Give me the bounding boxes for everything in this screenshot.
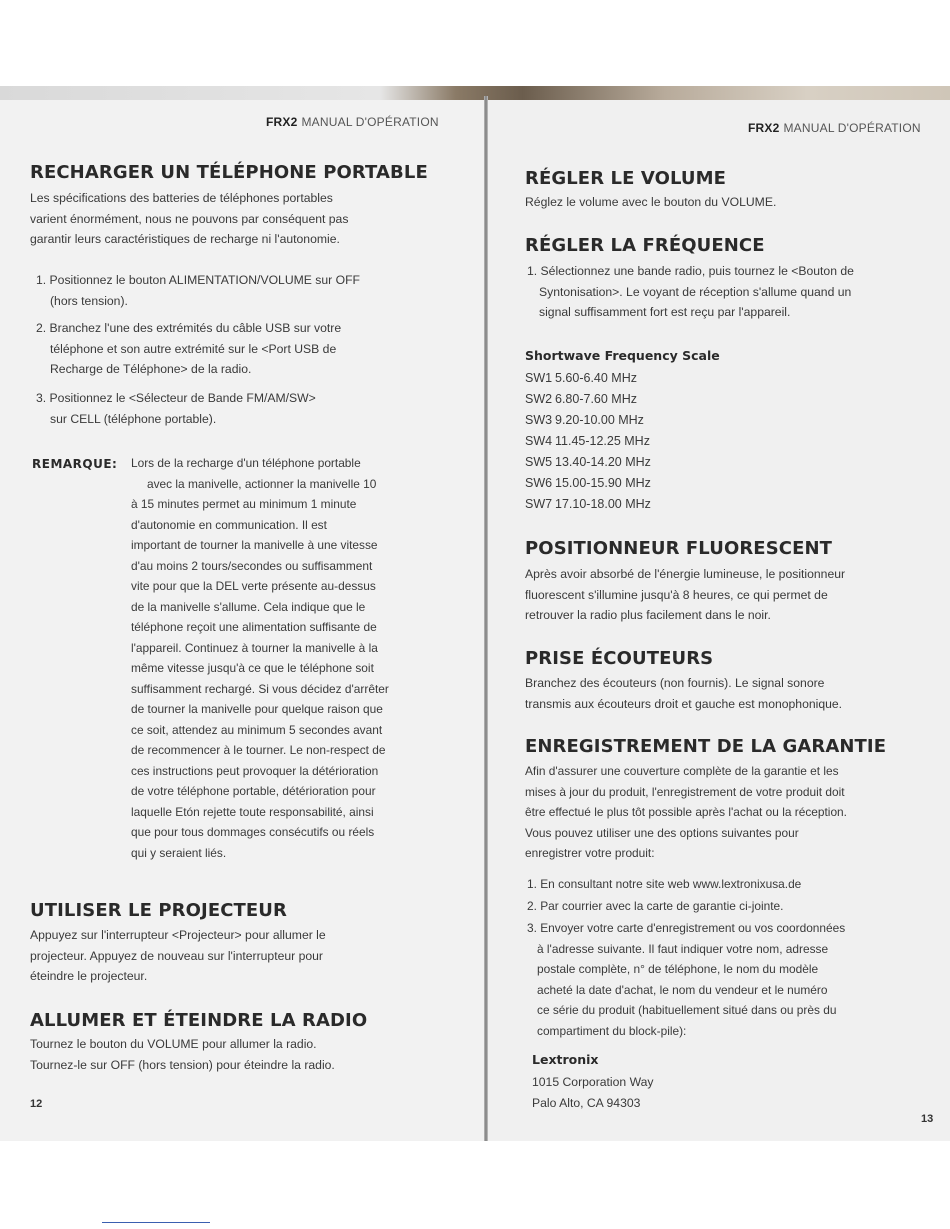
text-line: 1. Positionnez le bouton ALIMENTATION/VOLUME sur OFF [36,273,360,287]
text-line: compartiment du block-pile): [537,1023,687,1038]
text-line: 1. En consultant notre site web www.lextronixusa.de [527,877,802,891]
underline-mark [102,1222,210,1223]
text-line: éteindre le projecteur. [30,969,148,983]
manual-label: MANUAL D'OPÉRATION [301,115,439,129]
text-line: à l'adresse suivante. Il faut indiquer votre nom, adresse [537,941,829,956]
brand-name: FRX2 [748,121,780,135]
text-line: Recharge de Téléphone> de la radio. [50,362,252,376]
text-line: acheté la date d'achat, le nom du vendeur et le numéro [537,982,828,997]
text-line: important de tourner la manivelle à une vitesse [131,538,378,552]
binding-edge [0,86,950,100]
page-number-left: 12 [30,1098,43,1110]
text-line: l'appareil. Continuez à tourner la manivelle à la [131,640,378,655]
band-label: SW1 [525,371,553,385]
text-line: 2. Par courrier avec la carte de garantie ci-jointe. [527,899,784,913]
text-line: téléphone et son autre extrémité sur le <Port USB de [50,341,337,356]
band-row [525,452,651,473]
section-title-warranty: ENREGISTREMENT DE LA GARANTIE [525,736,887,757]
company-address [532,1072,654,1113]
text-line: que pour tous dommages consécutifs ou réels [131,825,375,839]
text-line: de votre téléphone portable, détérioration pour [131,784,376,798]
text-line: vite pour que la DEL verte présente au-dessus [131,579,376,593]
address-line: Palo Alto, CA 94303 [532,1095,641,1110]
text-line: avec la manivelle, actionner la manivelle 10 [147,476,377,491]
text-line: retrouver la radio plus facilement dans le noir. [525,608,771,622]
text-line: même vitesse jusqu'à ce que le téléphone soit [131,661,374,675]
text-line: Appuyez sur l'interrupteur <Projecteur> pour allumer le [30,928,326,942]
text-line: enregistrer votre produit: [525,846,655,860]
text-line: sur CELL (téléphone portable). [50,411,217,426]
text-line: de la manivelle s'allume. Cela indique que le [131,599,366,614]
text-line: signal suffisamment fort est reçu par l'appareil. [539,305,791,319]
band-range: 6.80-7.60 MHz [555,392,637,406]
text-line: d'au moins 2 tours/secondes ou suffisamment [131,558,373,573]
text-line: Réglez le volume avec le bouton du VOLUME. [525,195,777,209]
brand-name: FRX2 [266,115,298,129]
text-line: qui y seraient liés. [131,845,227,860]
note-text [131,453,389,863]
band-row [525,389,651,410]
section-title-phone: RECHARGER UN TÉLÉPHONE PORTABLE [30,162,428,183]
band-range: 9.20-10.00 MHz [555,413,644,427]
section-title-projector: UTILISER LE PROJECTEUR [30,900,287,921]
text-line: 3. Envoyer votre carte d'enregistrement ou vos coordonnées [527,921,846,935]
text-line: Afin d'assurer une couverture complète de la garantie et les [525,764,839,778]
section-title-frequency: RÉGLER LA FRÉQUENCE [525,235,765,256]
band-label: SW7 [525,497,553,511]
section-title-fluorescent: POSITIONNEUR FLUORESCENT [525,538,833,559]
band-row [525,410,651,431]
projector-text [30,925,326,987]
band-row [525,431,651,452]
band-range: 11.45-12.25 MHz [555,434,650,448]
manual-label: MANUAL D'OPÉRATION [783,121,921,135]
text-line: 3. Positionnez le <Sélecteur de Bande FM/AM/SW> [36,391,316,405]
text-line: Après avoir absorbé de l'énergie lumineuse, le positionneur [525,567,846,581]
band-label: SW4 [525,434,553,448]
text-line: 2. Branchez l'une des extrémités du câble USB sur votre [36,321,342,335]
phone-step-1 [36,270,360,311]
band-range: 5.60-6.40 MHz [555,371,637,385]
phone-step-3 [36,388,316,429]
band-range: 17.10-18.00 MHz [555,497,651,511]
text-line: téléphone reçoit une alimentation suffisante de [131,620,377,634]
band-row [525,473,651,494]
text-line: Tournez-le sur OFF (hors tension) pour éteindre la radio. [30,1057,335,1072]
text-line: fluorescent s'illumine jusqu'à 8 heures, ce qui permet de [525,587,828,602]
text-line: de recommencer à le tourner. Le non-respect de [131,743,386,757]
book-gutter [484,96,488,1141]
left-running-head [266,115,439,129]
warranty-option-1 [527,874,801,895]
text-line: laquelle Etón rejette toute responsabilité, ainsi [131,804,374,819]
company-name: Lextronix [532,1052,599,1067]
warranty-text [525,761,847,864]
band-row [525,494,651,515]
text-line: Branchez des écouteurs (non fournis). Le signal sonore [525,676,825,690]
shortwave-table [525,368,651,515]
text-line: Tournez le bouton du VOLUME pour allumer la radio. [30,1037,317,1051]
page-number-right: 13 [921,1113,934,1125]
text-line: transmis aux écouteurs droit et gauche est monophonique. [525,696,843,711]
volume-text [525,192,776,213]
text-line: de tourner la manivelle pour quelque raison que [131,702,383,716]
band-label: SW5 [525,455,553,469]
warranty-option-2 [527,896,783,917]
text-line: projecteur. Appuyez de nouveau sur l'interrupteur pour [30,948,323,963]
text-line: ces instructions peut provoquer la détérioration [131,763,379,778]
radio-text [30,1034,335,1075]
text-line: à 15 minutes permet au minimum 1 minute [131,497,357,511]
phone-step-2 [36,318,341,380]
warranty-option-3 [527,918,845,1041]
note-label: REMARQUE: [32,457,118,471]
band-row [525,368,651,389]
section-title-headphones: PRISE ÉCOUTEURS [525,648,714,669]
frequency-text [527,261,854,323]
text-line: suffisamment rechargé. Si vous décidez d'arrêter [131,681,389,696]
text-line: être effectué le plus tôt possible après l'achat ou la réception. [525,805,847,819]
text-line: Vous pouvez utiliser une des options suivantes pour [525,825,799,840]
band-label: SW3 [525,413,553,427]
text-line: (hors tension). [50,293,128,308]
text-line: Les spécifications des batteries de téléphones portables [30,191,333,205]
band-label: SW2 [525,392,553,406]
text-line: d'autonomie en communication. Il est [131,517,327,532]
section-title-radio: ALLUMER ET ÉTEINDRE LA RADIO [30,1010,368,1031]
headphones-text [525,673,842,714]
text-line: ce série du produit (habituellement situé dans ou près du [537,1003,837,1017]
text-line: varient énormément, nous ne pouvons par conséquent pas [30,211,349,226]
fluorescent-text [525,564,845,626]
section-title-volume: RÉGLER LE VOLUME [525,168,727,189]
band-range: 13.40-14.20 MHz [555,455,651,469]
text-line: 1. Sélectionnez une bande radio, puis tournez le <Bouton de [527,264,854,278]
text-line: postale complète, n° de téléphone, le nom du modèle [537,962,819,976]
shortwave-title: Shortwave Frequency Scale [525,348,720,363]
text-line: ce soit, attendez au minimum 5 secondes avant [131,722,383,737]
text-line: Lors de la recharge d'un téléphone portable [131,456,361,470]
text-line: Syntonisation>. Le voyant de réception s'allume quand un [539,284,852,299]
address-line: 1015 Corporation Way [532,1075,654,1089]
right-running-head [748,121,921,135]
text-line: mises à jour du produit, l'enregistrement de votre produit doit [525,784,845,799]
band-range: 15.00-15.90 MHz [555,476,651,490]
phone-intro [30,188,348,250]
text-line: garantir leurs caractéristiques de recharge ni l'autonomie. [30,232,340,246]
band-label: SW6 [525,476,553,490]
